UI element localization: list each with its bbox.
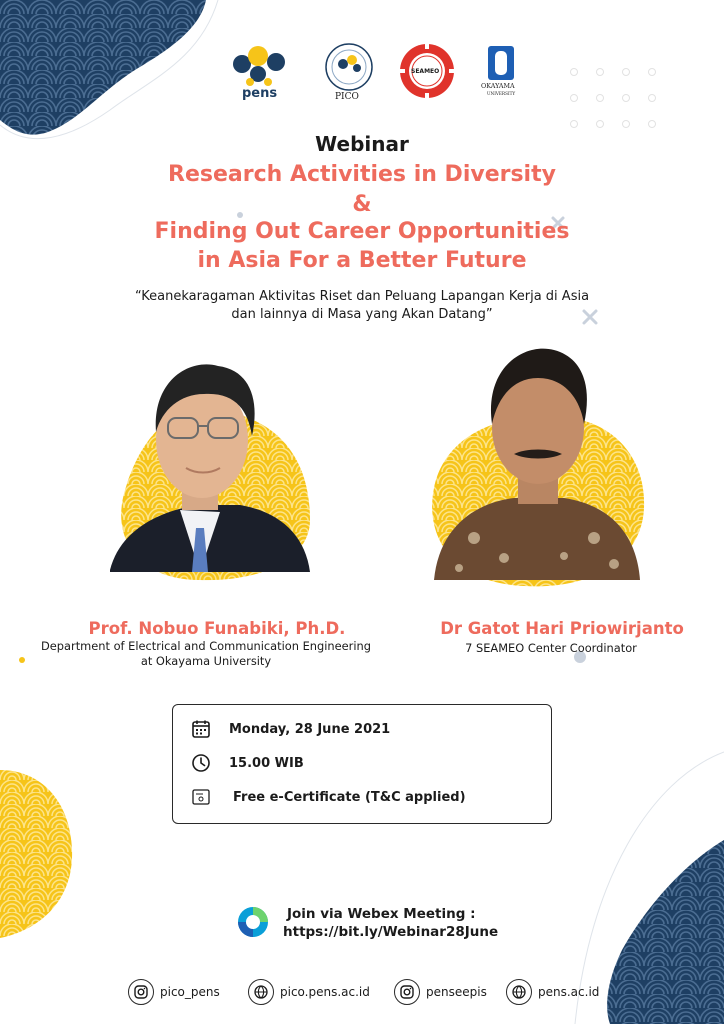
- social-web-pico[interactable]: [248, 979, 370, 1005]
- webex-icon: [236, 905, 270, 939]
- speaker-1-role-line-2: at Okayama University: [140, 654, 272, 668]
- okayama-logo-text: OKAYAMA: [481, 82, 515, 90]
- speaker-1-name: Prof. Nobuo Funabiki, Ph.D.: [88, 619, 346, 638]
- join-label: Join via Webex Meeting :: [287, 906, 476, 922]
- event-type-label: Webinar: [315, 132, 409, 156]
- speaker-2-role-line-1: 7 SEAMEO Center Coordinator: [465, 641, 637, 655]
- pens-logo: [228, 44, 292, 102]
- social-label: pico_pens: [160, 985, 220, 999]
- clock-icon: [191, 753, 211, 773]
- bottom-right-wave-blob: [607, 840, 724, 1024]
- speaker-2-photo: [414, 328, 654, 598]
- pens-logo-mark: [228, 44, 292, 90]
- speaker-1-photo: [100, 340, 330, 590]
- time-row: [191, 753, 304, 773]
- social-instagram-pico[interactable]: [128, 979, 220, 1005]
- title-line-3: in Asia For a Better Future: [197, 248, 527, 273]
- subtitle-quote-line-2: dan lainnya di Masa yang Akan Datang”: [231, 307, 493, 322]
- instagram-icon: [128, 979, 154, 1005]
- pens-logo-text: pens: [242, 86, 278, 101]
- title-ampersand: &: [352, 192, 372, 217]
- left-wave-blob: [0, 770, 72, 938]
- social-instagram-pens[interactable]: [394, 979, 487, 1005]
- globe-icon: [506, 979, 532, 1005]
- pico-logo-text: PICO: [335, 92, 359, 102]
- seameo-logo-text: SEAMEO: [411, 68, 440, 75]
- instagram-icon: [394, 979, 420, 1005]
- event-date: Monday, 28 June 2021: [229, 721, 391, 737]
- okayama-logo-subtext: UNIVERSITY: [487, 91, 516, 96]
- speaker-2-name: Dr Gatot Hari Priowirjanto: [440, 619, 684, 638]
- subtitle-quote-line-1: “Keanekaragaman Aktivitas Riset dan Peluang Lapangan Kerja di Asia: [134, 289, 590, 304]
- social-label: pico.pens.ac.id: [280, 985, 370, 999]
- seameo-logo: [398, 42, 456, 100]
- okayama-logo: [478, 44, 524, 100]
- speaker-1-role-line-1: Department of Electrical and Communication Engineering: [41, 639, 371, 653]
- date-row: [191, 719, 390, 739]
- globe-icon: [248, 979, 274, 1005]
- certificate-icon: [191, 787, 211, 807]
- social-web-pens[interactable]: [506, 979, 599, 1005]
- event-time: 15.00 WIB: [229, 755, 304, 771]
- title-line-1: Research Activities in Diversity: [168, 162, 556, 187]
- pico-logo: [322, 42, 376, 104]
- certificate-row: [191, 787, 466, 807]
- event-details-box: [172, 704, 552, 824]
- title-line-2: Finding Out Career Opportunities: [154, 219, 570, 244]
- event-certificate: Free e-Certificate (T&C applied): [233, 789, 466, 805]
- social-label: pens.ac.id: [538, 985, 600, 999]
- join-link[interactable]: https://bit.ly/Webinar28June: [283, 924, 499, 940]
- calendar-icon: [191, 719, 211, 739]
- social-label: penseepis: [426, 985, 487, 999]
